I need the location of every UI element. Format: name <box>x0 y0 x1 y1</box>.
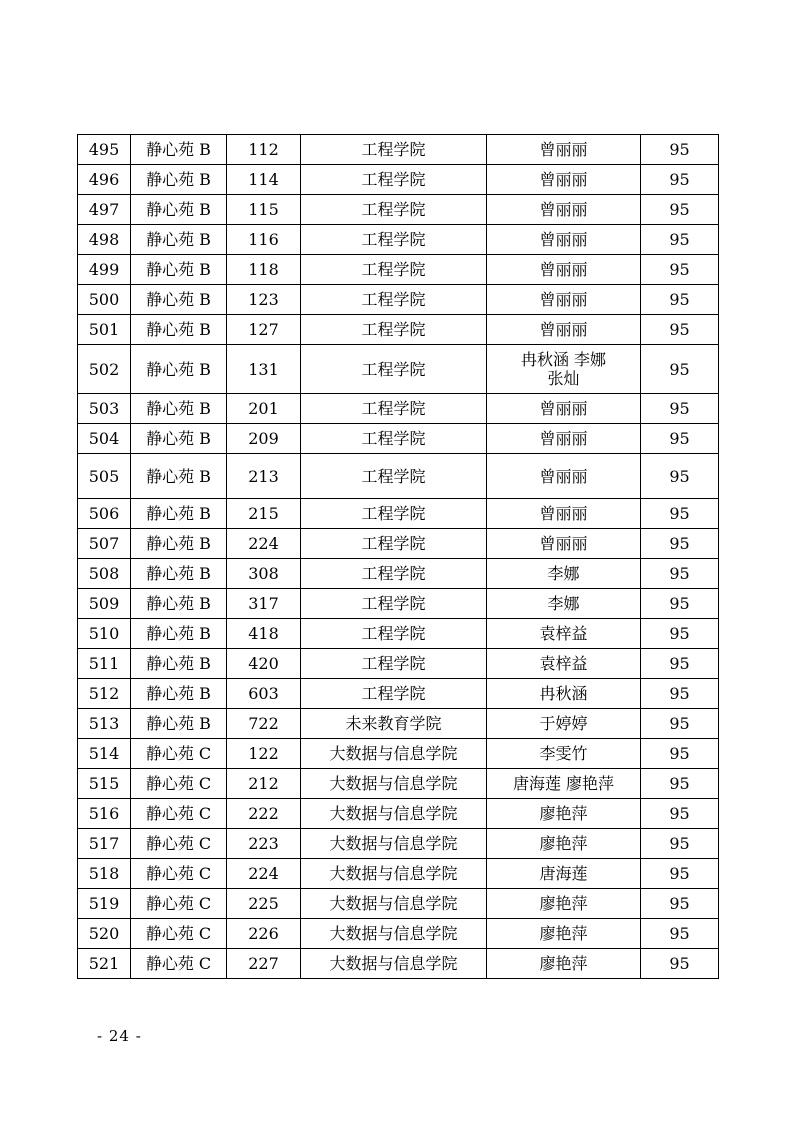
score-cell: 95 <box>641 315 719 345</box>
row-number-cell: 509 <box>78 589 131 619</box>
table-row <box>78 919 719 949</box>
score-cell: 95 <box>641 709 719 739</box>
building-cell: 静心苑 B <box>131 255 227 285</box>
row-number-cell: 516 <box>78 799 131 829</box>
table-row <box>78 649 719 679</box>
table-row <box>78 165 719 195</box>
score-cell: 95 <box>641 799 719 829</box>
row-number-cell: 502 <box>78 345 131 394</box>
row-number-cell: 511 <box>78 649 131 679</box>
building-cell: 静心苑 B <box>131 345 227 394</box>
instructor-cell: 袁梓益 <box>487 649 641 679</box>
score-cell: 95 <box>641 949 719 979</box>
building-cell: 静心苑 B <box>131 649 227 679</box>
instructor-cell: 冉秋涵 李娜 张灿 <box>487 345 641 394</box>
instructor-cell: 廖艳萍 <box>487 889 641 919</box>
table-row <box>78 529 719 559</box>
building-cell: 静心苑 B <box>131 424 227 454</box>
building-cell: 静心苑 B <box>131 285 227 315</box>
college-cell: 工程学院 <box>301 394 487 424</box>
instructor-cell: 李娜 <box>487 589 641 619</box>
college-cell: 未来教育学院 <box>301 709 487 739</box>
row-number-cell: 515 <box>78 769 131 799</box>
instructor-cell: 曾丽丽 <box>487 454 641 499</box>
room-number-cell: 118 <box>227 255 301 285</box>
instructor-cell: 曾丽丽 <box>487 315 641 345</box>
table-row <box>78 394 719 424</box>
room-number-cell: 224 <box>227 859 301 889</box>
table-row <box>78 799 719 829</box>
college-cell: 大数据与信息学院 <box>301 919 487 949</box>
room-number-cell: 224 <box>227 529 301 559</box>
row-number-cell: 495 <box>78 135 131 165</box>
building-cell: 静心苑 C <box>131 739 227 769</box>
college-cell: 工程学院 <box>301 315 487 345</box>
row-number-cell: 508 <box>78 559 131 589</box>
row-number-cell: 506 <box>78 499 131 529</box>
row-number-cell: 517 <box>78 829 131 859</box>
table-row <box>78 859 719 889</box>
instructor-cell: 曾丽丽 <box>487 255 641 285</box>
row-number-cell: 504 <box>78 424 131 454</box>
score-cell: 95 <box>641 285 719 315</box>
row-number-cell: 513 <box>78 709 131 739</box>
college-cell: 大数据与信息学院 <box>301 769 487 799</box>
table-body <box>78 135 719 979</box>
score-cell: 95 <box>641 195 719 225</box>
table-row <box>78 285 719 315</box>
room-number-cell: 317 <box>227 589 301 619</box>
college-cell: 工程学院 <box>301 679 487 709</box>
room-number-cell: 225 <box>227 889 301 919</box>
instructor-cell: 李娜 <box>487 559 641 589</box>
row-number-cell: 503 <box>78 394 131 424</box>
room-number-cell: 222 <box>227 799 301 829</box>
dormitory-score-table <box>77 134 719 979</box>
building-cell: 静心苑 B <box>131 559 227 589</box>
building-cell: 静心苑 B <box>131 679 227 709</box>
college-cell: 工程学院 <box>301 225 487 255</box>
college-cell: 工程学院 <box>301 559 487 589</box>
score-cell: 95 <box>641 649 719 679</box>
room-number-cell: 308 <box>227 559 301 589</box>
building-cell: 静心苑 C <box>131 859 227 889</box>
room-number-cell: 114 <box>227 165 301 195</box>
building-cell: 静心苑 C <box>131 949 227 979</box>
room-number-cell: 722 <box>227 709 301 739</box>
table-row <box>78 829 719 859</box>
instructor-cell: 曾丽丽 <box>487 165 641 195</box>
room-number-cell: 418 <box>227 619 301 649</box>
score-cell: 95 <box>641 619 719 649</box>
college-cell: 大数据与信息学院 <box>301 949 487 979</box>
building-cell: 静心苑 C <box>131 919 227 949</box>
score-cell: 95 <box>641 739 719 769</box>
instructor-cell: 于婷婷 <box>487 709 641 739</box>
row-number-cell: 500 <box>78 285 131 315</box>
building-cell: 静心苑 B <box>131 589 227 619</box>
room-number-cell: 603 <box>227 679 301 709</box>
score-cell: 95 <box>641 829 719 859</box>
table-row <box>78 195 719 225</box>
score-cell: 95 <box>641 529 719 559</box>
instructor-cell: 曾丽丽 <box>487 424 641 454</box>
room-number-cell: 209 <box>227 424 301 454</box>
instructor-cell: 曾丽丽 <box>487 499 641 529</box>
table-row <box>78 889 719 919</box>
building-cell: 静心苑 B <box>131 315 227 345</box>
score-cell: 95 <box>641 859 719 889</box>
college-cell: 工程学院 <box>301 589 487 619</box>
score-cell: 95 <box>641 889 719 919</box>
score-cell: 95 <box>641 225 719 255</box>
row-number-cell: 519 <box>78 889 131 919</box>
instructor-cell: 冉秋涵 <box>487 679 641 709</box>
instructor-cell: 廖艳萍 <box>487 799 641 829</box>
instructor-cell: 曾丽丽 <box>487 195 641 225</box>
college-cell: 工程学院 <box>301 454 487 499</box>
room-number-cell: 227 <box>227 949 301 979</box>
table-row <box>78 679 719 709</box>
college-cell: 工程学院 <box>301 649 487 679</box>
row-number-cell: 512 <box>78 679 131 709</box>
score-cell: 95 <box>641 165 719 195</box>
college-cell: 工程学院 <box>301 345 487 394</box>
score-cell: 95 <box>641 424 719 454</box>
table-row <box>78 345 719 394</box>
table-row <box>78 739 719 769</box>
row-number-cell: 520 <box>78 919 131 949</box>
building-cell: 静心苑 B <box>131 619 227 649</box>
score-cell: 95 <box>641 255 719 285</box>
score-cell: 95 <box>641 679 719 709</box>
table-row <box>78 315 719 345</box>
building-cell: 静心苑 C <box>131 889 227 919</box>
college-cell: 大数据与信息学院 <box>301 859 487 889</box>
college-cell: 工程学院 <box>301 499 487 529</box>
score-cell: 95 <box>641 919 719 949</box>
room-number-cell: 131 <box>227 345 301 394</box>
table-row <box>78 255 719 285</box>
college-cell: 工程学院 <box>301 165 487 195</box>
score-cell: 95 <box>641 135 719 165</box>
instructor-cell: 曾丽丽 <box>487 394 641 424</box>
college-cell: 大数据与信息学院 <box>301 889 487 919</box>
instructor-cell: 曾丽丽 <box>487 225 641 255</box>
building-cell: 静心苑 B <box>131 499 227 529</box>
room-number-cell: 215 <box>227 499 301 529</box>
row-number-cell: 514 <box>78 739 131 769</box>
college-cell: 工程学院 <box>301 424 487 454</box>
room-number-cell: 127 <box>227 315 301 345</box>
room-number-cell: 122 <box>227 739 301 769</box>
building-cell: 静心苑 C <box>131 769 227 799</box>
building-cell: 静心苑 B <box>131 394 227 424</box>
instructor-cell: 廖艳萍 <box>487 949 641 979</box>
score-cell: 95 <box>641 559 719 589</box>
building-cell: 静心苑 B <box>131 165 227 195</box>
room-number-cell: 213 <box>227 454 301 499</box>
room-number-cell: 420 <box>227 649 301 679</box>
building-cell: 静心苑 B <box>131 529 227 559</box>
table-row <box>78 499 719 529</box>
row-number-cell: 498 <box>78 225 131 255</box>
room-number-cell: 201 <box>227 394 301 424</box>
room-number-cell: 116 <box>227 225 301 255</box>
college-cell: 大数据与信息学院 <box>301 799 487 829</box>
room-number-cell: 212 <box>227 769 301 799</box>
page-number: - 24 - <box>97 1027 142 1045</box>
row-number-cell: 497 <box>78 195 131 225</box>
row-number-cell: 505 <box>78 454 131 499</box>
score-cell: 95 <box>641 454 719 499</box>
instructor-cell: 曾丽丽 <box>487 135 641 165</box>
row-number-cell: 507 <box>78 529 131 559</box>
room-number-cell: 123 <box>227 285 301 315</box>
instructor-cell: 廖艳萍 <box>487 829 641 859</box>
building-cell: 静心苑 B <box>131 709 227 739</box>
building-cell: 静心苑 C <box>131 829 227 859</box>
row-number-cell: 521 <box>78 949 131 979</box>
score-cell: 95 <box>641 345 719 394</box>
table-row <box>78 559 719 589</box>
instructor-cell: 李雯竹 <box>487 739 641 769</box>
room-number-cell: 223 <box>227 829 301 859</box>
college-cell: 工程学院 <box>301 285 487 315</box>
score-cell: 95 <box>641 499 719 529</box>
score-cell: 95 <box>641 769 719 799</box>
college-cell: 工程学院 <box>301 529 487 559</box>
college-cell: 工程学院 <box>301 619 487 649</box>
table-row <box>78 619 719 649</box>
row-number-cell: 510 <box>78 619 131 649</box>
score-cell: 95 <box>641 394 719 424</box>
instructor-cell: 曾丽丽 <box>487 529 641 559</box>
table-row <box>78 709 719 739</box>
row-number-cell: 499 <box>78 255 131 285</box>
table-row <box>78 454 719 499</box>
table-row <box>78 769 719 799</box>
building-cell: 静心苑 B <box>131 225 227 255</box>
instructor-cell: 廖艳萍 <box>487 919 641 949</box>
table-row <box>78 225 719 255</box>
building-cell: 静心苑 B <box>131 195 227 225</box>
room-number-cell: 112 <box>227 135 301 165</box>
score-cell: 95 <box>641 589 719 619</box>
college-cell: 大数据与信息学院 <box>301 829 487 859</box>
college-cell: 工程学院 <box>301 255 487 285</box>
building-cell: 静心苑 B <box>131 135 227 165</box>
instructor-cell: 唐海莲 <box>487 859 641 889</box>
room-number-cell: 115 <box>227 195 301 225</box>
building-cell: 静心苑 C <box>131 799 227 829</box>
table-row <box>78 949 719 979</box>
table-row <box>78 424 719 454</box>
room-number-cell: 226 <box>227 919 301 949</box>
instructor-cell: 曾丽丽 <box>487 285 641 315</box>
college-cell: 工程学院 <box>301 195 487 225</box>
table-row <box>78 135 719 165</box>
row-number-cell: 501 <box>78 315 131 345</box>
row-number-cell: 496 <box>78 165 131 195</box>
college-cell: 工程学院 <box>301 135 487 165</box>
building-cell: 静心苑 B <box>131 454 227 499</box>
row-number-cell: 518 <box>78 859 131 889</box>
instructor-cell: 袁梓益 <box>487 619 641 649</box>
instructor-cell: 唐海莲 廖艳萍 <box>487 769 641 799</box>
table-row <box>78 589 719 619</box>
college-cell: 大数据与信息学院 <box>301 739 487 769</box>
